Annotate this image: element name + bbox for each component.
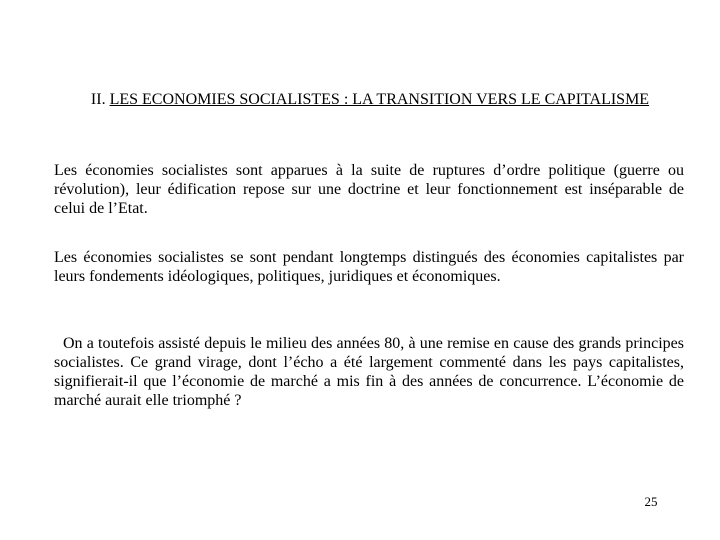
page-number: 25 [644,494,658,509]
paragraph-1: Les économies socialistes sont apparues à la suite de ruptures d’ordre politique (guerre ou révolution), leur édification repose sur une doctrine et leur fonctionnement est inséparable de celui de l’Etat. [54,162,684,217]
paragraph-2: Les économies socialistes se sont pendant longtemps distingués des économies capitalistes par leurs fondements idéologiques, politiques, juridiques et économiques. [54,249,684,285]
section-number: II. [90,91,110,108]
section-title-text: LES ECONOMIES SOCIALISTES : LA TRANSITION VERS LE CAPITALISME [109,91,650,108]
section-title [80,90,660,109]
paragraph-3: On a toutefois assisté depuis le milieu des années 80, à une remise en cause des grands principes socialistes. Ce grand virage, dont l’écho a été largement commenté dans les pays capitalistes, signifierait-il que l’économie de marché a mis fin à des années de concurrence. L’économie de marché aurait elle triomphé ? [54,335,684,409]
